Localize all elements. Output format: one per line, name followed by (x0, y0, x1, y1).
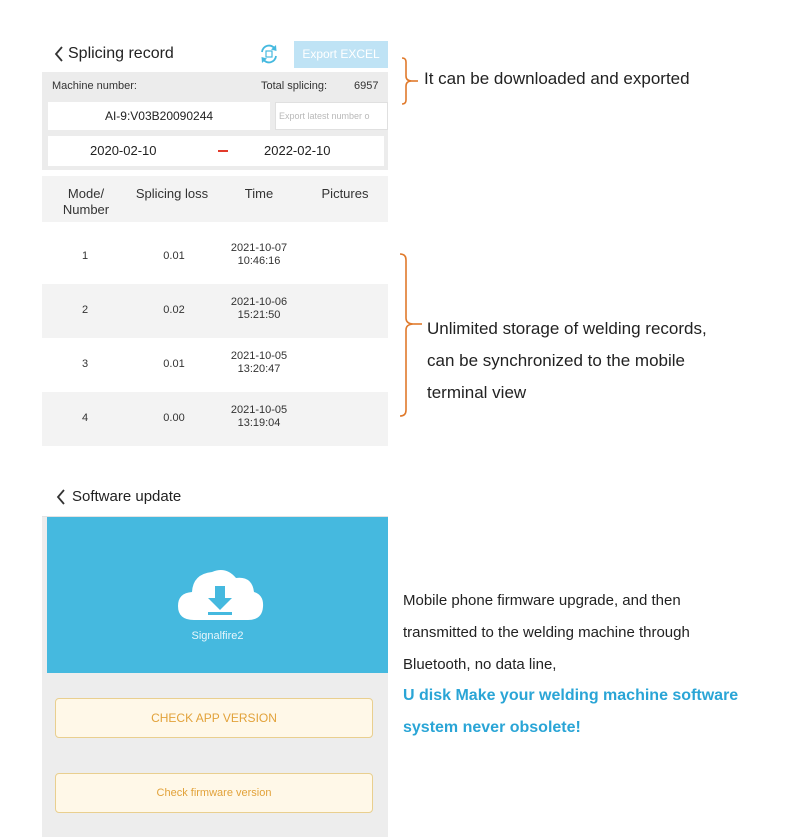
row-splicing-loss: 0.01 (163, 358, 185, 370)
column-time: Time (244, 186, 274, 201)
filter-area (42, 102, 388, 170)
storage-note-line: can be synchronized to the mobile (427, 351, 685, 370)
firmware-annotation-text (403, 585, 783, 681)
highlight-line: system never obsolete! (403, 719, 581, 736)
back-chevron-icon[interactable] (56, 489, 66, 505)
export-excel-button[interactable]: Export EXCEL (294, 41, 388, 68)
column-splicing-loss: Splicing loss (135, 186, 209, 201)
date-range-picker[interactable] (48, 136, 384, 166)
total-splicing-value: 6957 (354, 80, 379, 92)
page-title: Splicing record (68, 45, 174, 62)
column-mode-number (56, 186, 116, 218)
row-number: 4 (81, 412, 89, 424)
brace-storage-annotation (398, 252, 424, 418)
row-clock: 10:46:16 (237, 255, 281, 267)
row-number: 1 (81, 250, 89, 262)
date-range-dash (218, 150, 228, 152)
cloud-download-icon (174, 562, 266, 624)
row-clock: 15:21:50 (237, 309, 281, 321)
row-splicing-loss: 0.02 (163, 304, 185, 316)
splicing-record-header (42, 38, 388, 72)
storage-annotation-text (427, 313, 777, 409)
brace-export-annotation (398, 56, 420, 106)
date-from[interactable]: 2020-02-10 (90, 143, 157, 158)
table-header (42, 176, 388, 222)
highlight-annotation-text (403, 680, 783, 744)
row-splicing-loss: 0.00 (163, 412, 185, 424)
software-update-screen (42, 476, 388, 837)
row-time (222, 350, 296, 376)
row-clock: 13:19:04 (237, 417, 281, 429)
row-time (222, 404, 296, 430)
row-time (222, 296, 296, 322)
row-clock: 13:20:47 (237, 363, 281, 375)
export-latest-input[interactable]: Export latest number o (275, 102, 388, 130)
software-update-header (42, 476, 388, 517)
table-row[interactable] (42, 338, 388, 392)
storage-note-line: Unlimited storage of welding records, (427, 319, 707, 338)
app-name: Signalfire2 (191, 630, 244, 642)
splicing-record-screen (42, 38, 388, 438)
back-chevron-icon[interactable] (54, 46, 64, 62)
total-splicing-label: Total splicing: (261, 80, 328, 92)
column-pictures: Pictures (321, 186, 369, 201)
table-row[interactable] (42, 392, 388, 446)
row-date: 2021-10-05 (230, 404, 288, 416)
machine-info-bar (42, 72, 388, 102)
firmware-note-line: Bluetooth, no data line, (403, 656, 557, 673)
row-splicing-loss: 0.01 (163, 250, 185, 262)
table-row[interactable] (42, 284, 388, 338)
row-number: 2 (81, 304, 89, 316)
firmware-note-line: transmitted to the welding machine through (403, 624, 690, 641)
page-title: Software update (72, 488, 182, 505)
row-number: 3 (81, 358, 89, 370)
machine-number-label: Machine number: (52, 80, 137, 92)
highlight-line: U disk Make your welding machine software (403, 687, 739, 704)
machine-id-field[interactable]: AI-9:V03B20090244 (48, 102, 270, 130)
row-date: 2021-10-07 (230, 242, 288, 254)
date-to[interactable]: 2022-02-10 (264, 143, 331, 158)
column-mode-number-line1: Mode/ (67, 186, 105, 201)
row-time (222, 242, 296, 268)
sync-icon[interactable] (258, 43, 280, 65)
export-annotation-text: It can be downloaded and exported (424, 69, 690, 88)
check-firmware-version-button[interactable]: Check firmware version (55, 773, 373, 813)
row-date: 2021-10-06 (230, 296, 288, 308)
firmware-note-line: Mobile phone firmware upgrade, and then (403, 592, 681, 609)
storage-note-line: terminal view (427, 383, 527, 402)
table-row[interactable] (42, 230, 388, 284)
column-mode-number-line2: Number (62, 202, 110, 217)
check-app-version-button[interactable]: CHECK APP VERSION (55, 698, 373, 738)
app-banner (47, 517, 388, 673)
row-date: 2021-10-05 (230, 350, 288, 362)
